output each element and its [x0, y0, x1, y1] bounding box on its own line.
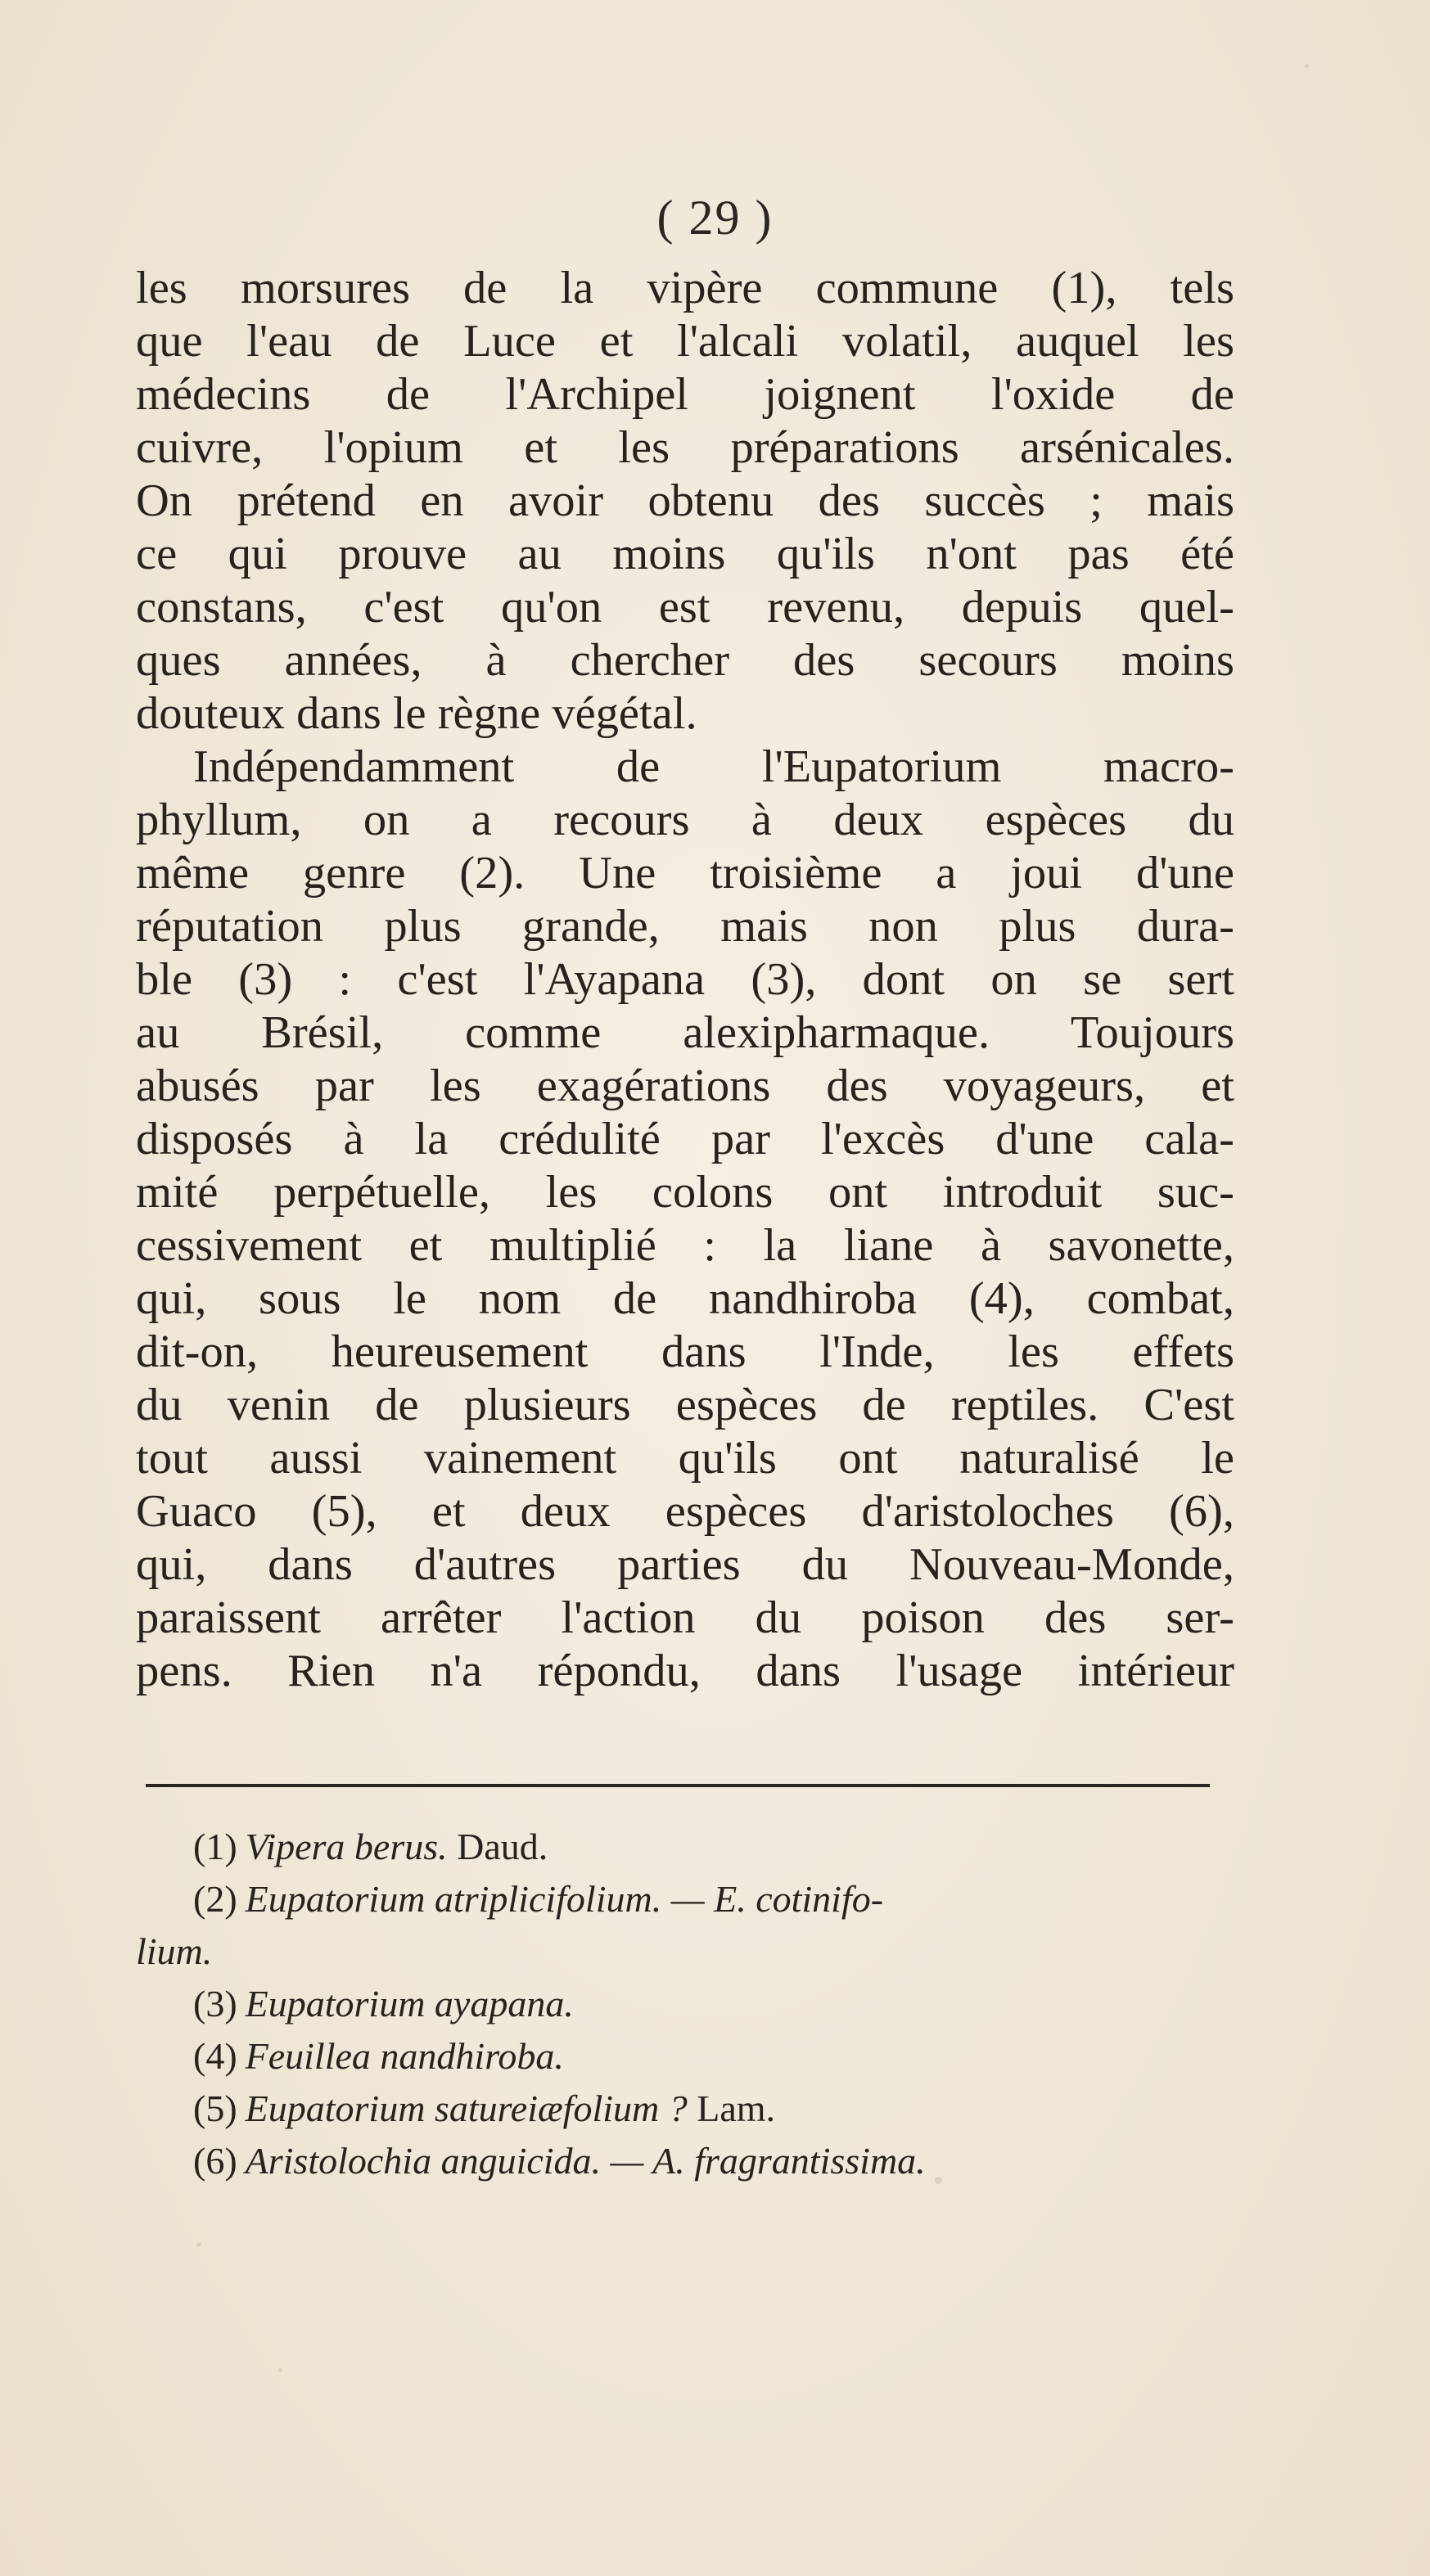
text-line: qui, sous le nom de nandhiroba (4), combat, — [136, 1273, 1234, 1324]
footnote-marker: (1) — [193, 1826, 237, 1867]
footnote-marker: (5) — [193, 2087, 237, 2129]
text-line: qui, dans d'autres parties du Nouveau-Monde, — [136, 1539, 1234, 1590]
text-line: réputation plus grande, mais non plus dura- — [136, 901, 1234, 952]
footnote-marker: (3) — [193, 1983, 237, 2024]
text-line: du venin de plusieurs espèces de reptiles. C'est — [136, 1380, 1234, 1430]
text-line: douteux dans le règne végétal. — [136, 688, 697, 739]
footnote-author: Lam. — [687, 2087, 776, 2129]
footnote — [136, 2083, 1234, 2135]
text-line: disposés à la crédulité par l'excès d'une cala- — [136, 1114, 1234, 1164]
text-line: tout aussi vainement qu'ils ont naturalisé le — [136, 1433, 1234, 1484]
text-line: ce qui prouve au moins qu'ils n'ont pas été — [136, 529, 1234, 579]
text-line: Indépendamment de l'Eupatorium macro- — [193, 741, 1234, 792]
text-line: ques années, à chercher des secours moins — [136, 635, 1234, 686]
text-line: au Brésil, comme alexipharmaque. Toujours — [136, 1007, 1234, 1058]
footnote — [136, 1821, 1234, 1873]
body-text — [136, 262, 1234, 1698]
footnote-marker: (4) — [193, 2035, 237, 2077]
page-number: ( 29 ) — [656, 191, 774, 245]
text-line: paraissent arrêter l'action du poison des ser- — [136, 1592, 1234, 1643]
footnote — [136, 2030, 1234, 2083]
text-line: que l'eau de Luce et l'alcali volatil, auquel les — [136, 316, 1234, 367]
text-line: constans, c'est qu'on est revenu, depuis quel- — [136, 582, 1234, 633]
text-line: ble (3) : c'est l'Ayapana (3), dont on se sert — [136, 954, 1234, 1005]
text-line: pens. Rien n'a répondu, dans l'usage intérieur — [136, 1646, 1234, 1696]
footnotes — [136, 1821, 1234, 2187]
text-line: abusés par les exagérations des voyageurs, et — [136, 1061, 1234, 1111]
footnote-continuation — [136, 1925, 1234, 1978]
footnote — [136, 1873, 1234, 1925]
text-line: même genre (2). Une troisième a joui d'une — [136, 848, 1234, 898]
paper-stain — [1305, 64, 1309, 68]
footnote — [136, 1978, 1234, 2030]
footnote-marker: (2) — [193, 1878, 237, 1920]
footnote-marker: (6) — [193, 2140, 237, 2182]
footnote-species: Eupatorium satureiæfolium ? — [245, 2087, 688, 2129]
footnote-species: Feuillea nandhiroba. — [245, 2035, 564, 2077]
footnote-species: Eupatorium atriplicifolium. — E. cotinifo- — [245, 1878, 884, 1920]
footnote — [136, 2135, 1234, 2187]
footnote-species: lium. — [136, 1930, 213, 1972]
text-line: les morsures de la vipère commune (1), tels — [136, 263, 1234, 313]
paper-stain — [196, 2242, 201, 2247]
paper-stain — [278, 2368, 282, 2372]
text-line: cuivre, l'opium et les préparations arsénicales. — [136, 422, 1234, 473]
text-line: Guaco (5), et deux espèces d'aristoloches (6), — [136, 1486, 1234, 1537]
footnote-species: Vipera berus. — [245, 1826, 448, 1867]
footnote-species: Aristolochia anguicida. — A. fragrantissima. — [245, 2140, 926, 2182]
text-line: médecins de l'Archipel joignent l'oxide de — [136, 369, 1234, 420]
footnote-species: Eupatorium ayapana. — [245, 1983, 574, 2024]
footnote-divider — [146, 1784, 1210, 1787]
text-line: phyllum, on a recours à deux espèces du — [136, 795, 1234, 845]
text-line: cessivement et multiplié : la liane à savonette, — [136, 1220, 1234, 1271]
text-line: On prétend en avoir obtenu des succès ; mais — [136, 475, 1234, 526]
footnote-author: Daud. — [447, 1826, 548, 1867]
text-line: mité perpétuelle, les colons ont introduit suc- — [136, 1167, 1234, 1218]
text-line: dit-on, heureusement dans l'Inde, les effets — [136, 1326, 1234, 1377]
